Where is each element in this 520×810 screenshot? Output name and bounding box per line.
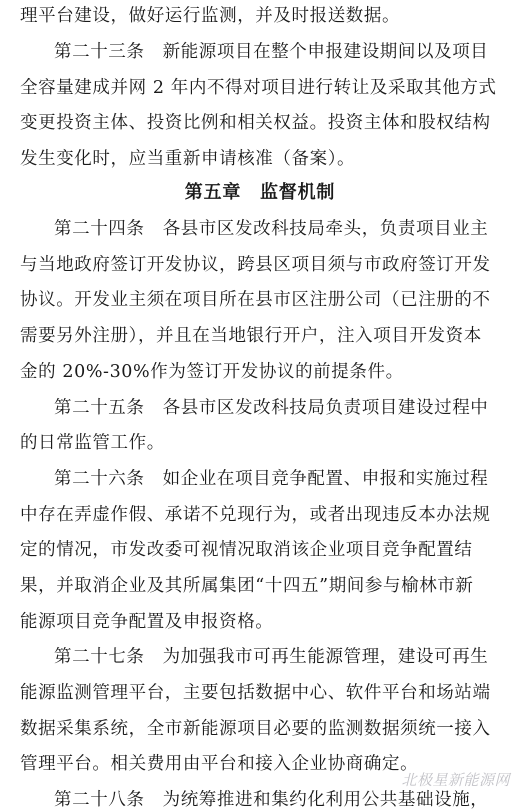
text-line: 协议。开发业主须在项目所在县市区注册公司（已注册的不 (20, 290, 491, 310)
chapter-heading: 第五章 监督机制 (184, 182, 336, 203)
text-line: 第二十五条 各县市区发改科技局负责项目建设过程中 (54, 398, 489, 418)
text-line: 第二十七条 为加强我市可再生能源管理，建设可再生 (54, 647, 489, 667)
text-line: 需要另外注册），并且在当地银行开户，注入项目开发资本 (20, 326, 482, 346)
text-line: 管理平台。相关费用由平台和接入企业协商确定。 (20, 754, 419, 774)
text-line: 第二十三条 新能源项目在整个申报建设期间以及项目 (54, 42, 489, 62)
text-line: 全容量建成并网 2 年内不得对项目进行转让及采取其他方式 (20, 78, 497, 98)
text-line: 发生变化时，应当重新申请核准（备案）。 (20, 149, 356, 169)
text-line: 理平台建设，做好运行监测，并及时报送数据。 (20, 6, 401, 26)
text-line: 能源项目竞争配置及申报资格。 (20, 612, 274, 632)
watermark: 北极星新能源网 (401, 771, 510, 789)
text-line: 金的 20%-30%作为签订开发协议的前提条件。 (20, 362, 404, 382)
text-line: 定的情况，市发改委可视情况取消该企业项目竞争配置结 (20, 540, 473, 560)
text-line: 第二十四条 各县市区发改科技局牵头，负责项目业主 (54, 219, 489, 239)
text-line: 果，并取消企业及其所属集团“十四五”期间参与榆林市新 (20, 576, 474, 596)
text-line: 第二十六条 如企业在项目竞争配置、申报和实施过程 (54, 469, 489, 489)
text-line: 第二十八条 为统筹推进和集约化利用公共基础设施， (54, 790, 489, 810)
text-line: 数据采集系统，全市新能源项目必要的监测数据须统一接入 (20, 719, 491, 739)
text-line: 的日常监管工作。 (20, 433, 165, 453)
text-line: 中存在弄虚作假、承诺不兑现行为，或者出现违反本办法规 (20, 505, 491, 525)
text-line: 能源监测管理平台，主要包括数据中心、软件平台和场站端 (20, 683, 491, 703)
text-line: 变更投资主体、投资比例和相关权益。投资主体和股权结构 (20, 113, 491, 133)
text-line: 与当地政府签订开发协议，跨县区项目须与市政府签订开发 (20, 255, 491, 275)
